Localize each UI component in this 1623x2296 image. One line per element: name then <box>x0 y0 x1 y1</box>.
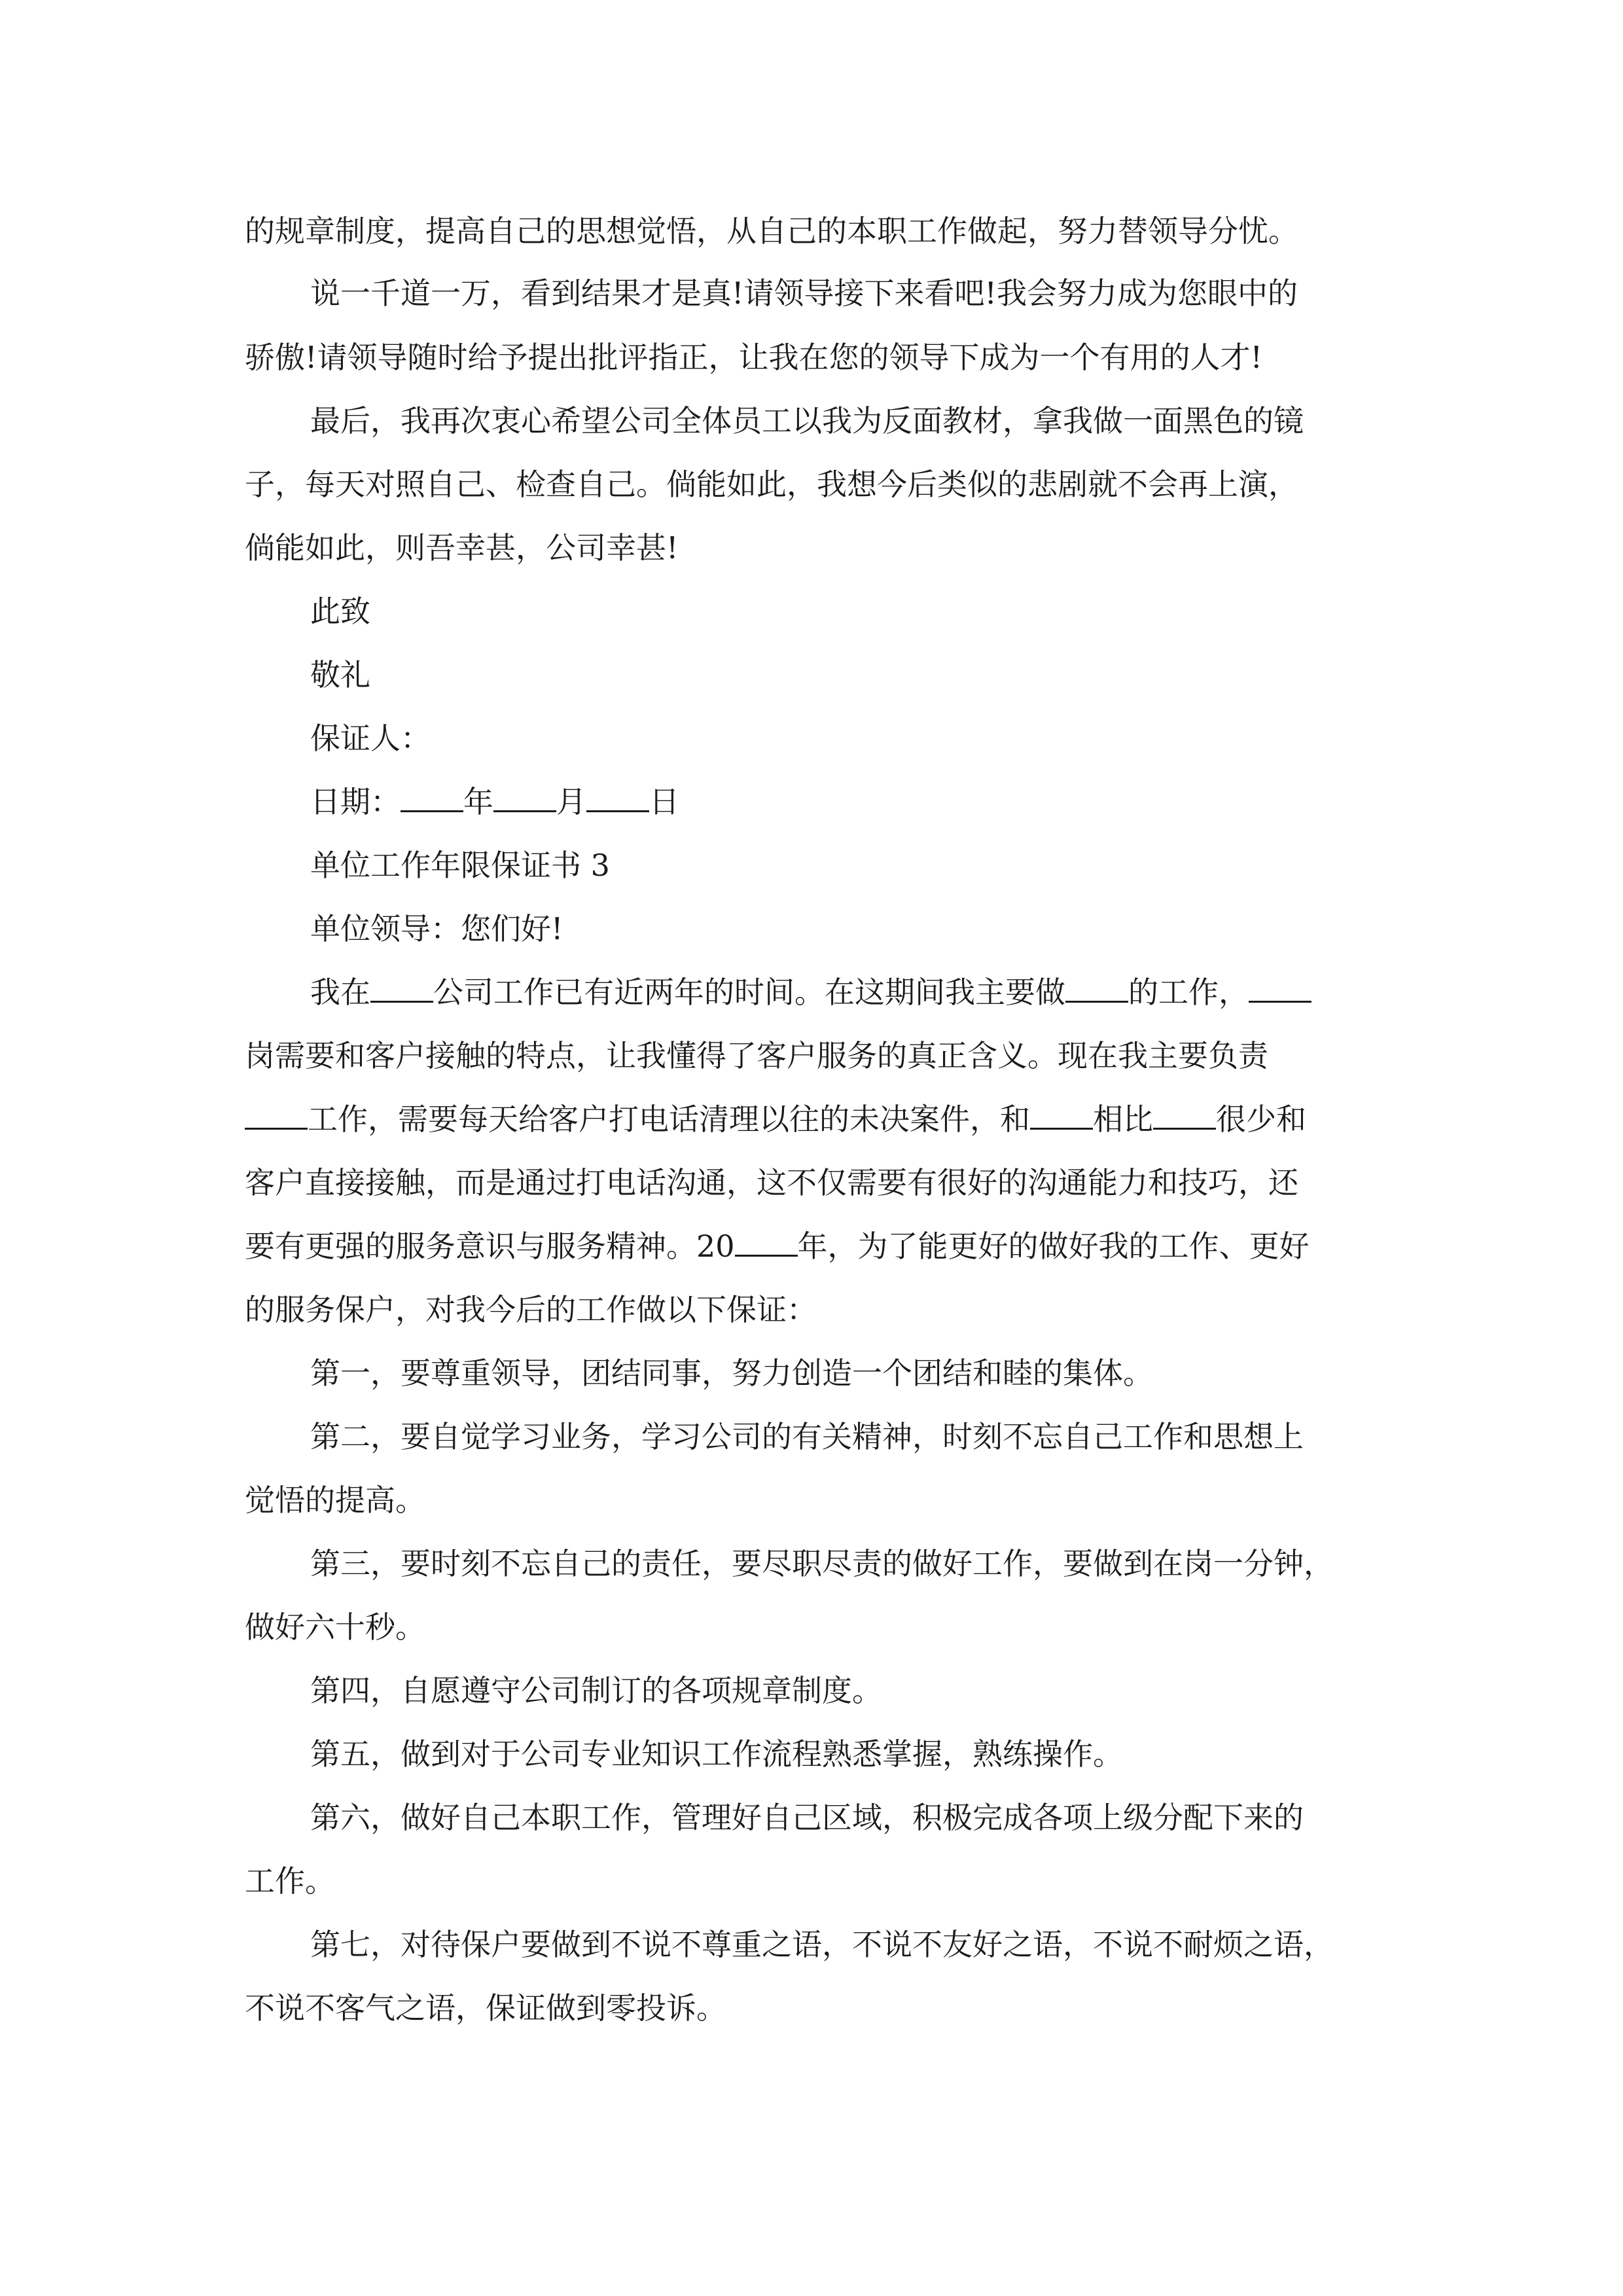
text-run: 要有更强的服务意识与服务精神。20 <box>245 1229 735 1264</box>
pledge-item-7: 第七，对待保户要做到不说不尊重之语，不说不友好之语，不说不耐烦之语， <box>310 1927 1334 1962</box>
blank-field <box>370 975 433 1003</box>
text-line: 子，每天对照自己、检查自己。倘能如此，我想今后类似的悲剧就不会再上演， <box>245 467 1298 502</box>
text-line: 觉悟的提高。 <box>245 1482 425 1518</box>
blank-field <box>245 1102 308 1130</box>
closing-regards: 敬礼 <box>310 657 370 692</box>
blank-field <box>586 784 649 812</box>
blank-field <box>493 784 556 812</box>
pledge-item-3: 第三，要时刻不忘自己的责任，要尽职尽责的做好工作，要做到在岗一分钟， <box>310 1546 1334 1581</box>
date-year-label: 年 <box>463 784 493 819</box>
text-line: 工作。 <box>245 1863 335 1899</box>
text-run: 工作，需要每天给客户打电话清理以往的未决案件，和 <box>308 1102 1030 1137</box>
text-line: 不说不客气之语，保证做到零投诉。 <box>245 1990 726 2026</box>
text-line: 的规章制度，提高自己的思想觉悟，从自己的本职工作做起，努力替领导分忧。 <box>245 213 1298 249</box>
blank-field <box>401 784 463 812</box>
guarantor-label: 保证人： <box>310 721 431 756</box>
text-line <box>245 1227 1310 1266</box>
blank-field <box>735 1229 798 1257</box>
date-label: 日期： <box>310 784 401 819</box>
date-day-label: 日 <box>649 784 679 819</box>
text-run: 很少和 <box>1216 1102 1306 1137</box>
section-title: 单位工作年限保证书 3 <box>310 848 610 883</box>
text-line: 客户直接接触，而是通过打电话沟通，这不仅需要有很好的沟通能力和技巧，还 <box>245 1165 1298 1200</box>
date-line <box>310 782 679 821</box>
pledge-item-1: 第一，要尊重领导，团结同事，努力创造一个团结和睦的集体。 <box>310 1355 1153 1391</box>
text-run: 公司工作已有近两年的时间。在这期间我主要做 <box>433 975 1065 1010</box>
text-run: 相比 <box>1093 1102 1153 1137</box>
text-line <box>245 1100 1306 1139</box>
text-line <box>310 973 1311 1012</box>
text-line: 最后，我再次衷心希望公司全体员工以我为反面教材，拿我做一面黑色的镜 <box>310 403 1304 439</box>
text-line: 骄傲!请领导随时给予提出批评指正，让我在您的领导下成为一个有用的人才! <box>245 340 1262 375</box>
blank-field <box>1153 1102 1216 1130</box>
pledge-item-5: 第五，做到对于公司专业知识工作流程熟悉掌握，熟练操作。 <box>310 1736 1123 1772</box>
closing-salutation: 此致 <box>310 594 370 629</box>
greeting: 单位领导：您们好! <box>310 911 563 946</box>
blank-field <box>1065 975 1128 1003</box>
pledge-item-4: 第四，自愿遵守公司制订的各项规章制度。 <box>310 1673 882 1708</box>
pledge-item-2: 第二，要自觉学习业务，学习公司的有关精神，时刻不忘自己工作和思想上 <box>310 1419 1304 1454</box>
text-line: 说一千道一万，看到结果才是真!请领导接下来看吧!我会努力成为您眼中的 <box>310 276 1298 311</box>
text-line: 做好六十秒。 <box>245 1609 425 1645</box>
blank-field <box>1249 975 1311 1003</box>
pledge-item-6: 第六，做好自己本职工作，管理好自己区域，积极完成各项上级分配下来的 <box>310 1800 1304 1835</box>
date-month-label: 月 <box>556 784 586 819</box>
text-line: 岗需要和客户接触的特点，让我懂得了客户服务的真正含义。现在我主要负责 <box>245 1038 1268 1073</box>
blank-field <box>1030 1102 1093 1130</box>
text-line: 倘能如此，则吾幸甚，公司幸甚! <box>245 530 679 565</box>
text-line: 的服务保户，对我今后的工作做以下保证： <box>245 1292 817 1327</box>
text-run: 年，为了能更好的做好我的工作、更好 <box>797 1229 1310 1264</box>
text-run: 我在 <box>310 975 370 1010</box>
text-run: 的工作， <box>1128 975 1249 1010</box>
